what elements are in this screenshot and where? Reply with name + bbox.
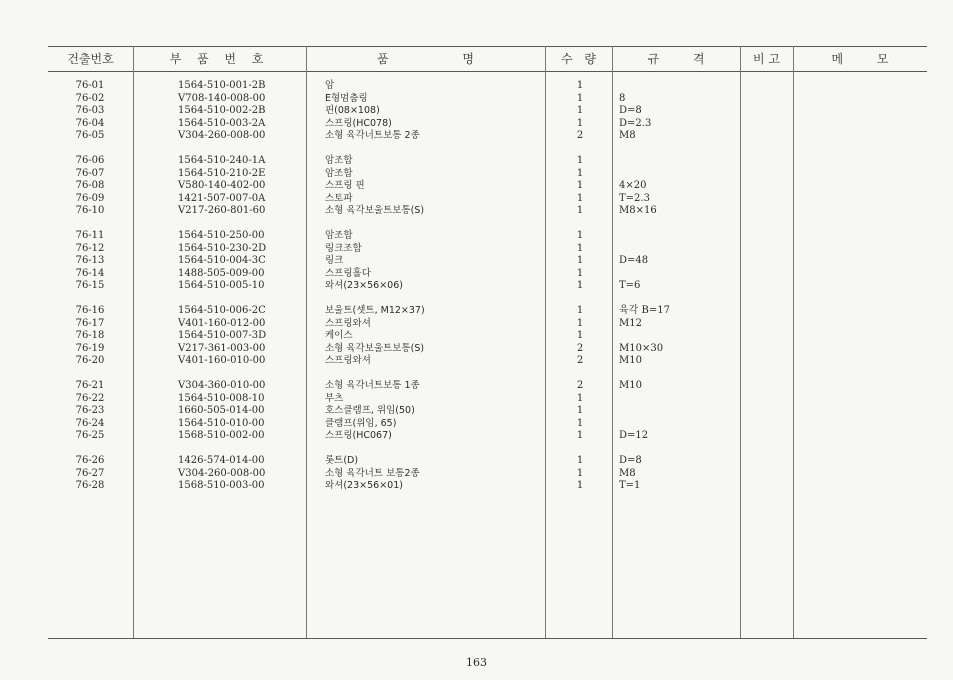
table-row: [0, 418, 953, 430]
cell-part-number: V304-360-010-00: [178, 380, 266, 391]
cell-part-number: V217-260-801-60: [178, 205, 266, 216]
table-row: [0, 268, 953, 280]
cell-quantity: 1: [576, 92, 584, 104]
cell-part-number: 1564-510-001-2B: [178, 80, 266, 91]
cell-item-name: 암조합: [325, 155, 353, 166]
cell-part-number: V217-361-003-00: [178, 342, 266, 354]
table-row: [0, 468, 953, 480]
cell-spec: D=8: [619, 455, 642, 466]
cell-figure-no: 76-09: [75, 192, 105, 204]
cell-spec: D=12: [619, 430, 649, 441]
cell-figure-no: 76-22: [75, 392, 105, 404]
cell-part-number: 1421-507-007-0A: [178, 192, 266, 204]
cell-quantity: 2: [576, 342, 584, 354]
cell-part-number: 1564-510-002-2B: [178, 105, 266, 116]
cell-item-name: 호스클램프, 위임(50): [325, 405, 415, 416]
header-bottom-border: [48, 71, 927, 72]
cell-part-number: V304-260-008-00: [178, 467, 266, 479]
table-row: [0, 130, 953, 142]
table-row: [0, 80, 953, 92]
table-row: [0, 93, 953, 105]
table-row: [0, 343, 953, 355]
cell-item-name: 클램프(위임, 65): [325, 417, 397, 429]
cell-figure-no: 76-24: [75, 417, 105, 429]
cell-spec: M8: [619, 130, 636, 141]
cell-part-number: V304-260-008-00: [178, 130, 266, 141]
cell-quantity: 1: [576, 467, 584, 479]
cell-part-number: 1488-505-009-00: [178, 267, 265, 279]
cell-figure-no: 76-16: [75, 305, 105, 316]
table-row: [0, 393, 953, 405]
cell-part-number: 1660-505-014-00: [178, 405, 265, 416]
table-row: [0, 318, 953, 330]
cell-figure-no: 76-14: [75, 267, 105, 279]
cell-quantity: 1: [576, 280, 584, 291]
page-number: 163: [466, 656, 487, 669]
cell-quantity: 1: [576, 192, 584, 204]
cell-item-name: 스토파: [325, 192, 353, 204]
cell-item-name: 와셔(23×56×06): [325, 280, 403, 291]
cell-item-name: 스프링홀다: [325, 267, 371, 279]
cell-part-number: 1564-510-007-3D: [178, 330, 267, 341]
cell-spec: T=1: [619, 480, 641, 491]
cell-item-name: 소형 육각너트 보통2종: [325, 467, 420, 479]
cell-item-name: 롯트(D): [325, 455, 359, 466]
table-row: [0, 355, 953, 367]
cell-quantity: 1: [576, 117, 584, 129]
table-row: [0, 105, 953, 117]
cell-part-number: 1564-510-008-10: [178, 392, 265, 404]
cell-quantity: 1: [576, 180, 584, 191]
cell-quantity: 1: [576, 417, 584, 429]
header-item-name: 품 명: [377, 52, 474, 66]
cell-quantity: 1: [576, 430, 584, 441]
cell-quantity: 1: [576, 230, 584, 241]
cell-figure-no: 76-01: [75, 80, 105, 91]
cell-spec: M8×16: [619, 205, 657, 216]
table-row: [0, 205, 953, 217]
cell-figure-no: 76-11: [75, 230, 105, 241]
cell-part-number: V708-140-008-00: [178, 92, 266, 104]
cell-figure-no: 76-02: [75, 92, 105, 104]
cell-figure-no: 76-20: [75, 355, 105, 366]
cell-spec: T=6: [619, 280, 641, 291]
cell-item-name: 스프링와셔: [325, 355, 371, 366]
cell-figure-no: 76-10: [75, 205, 105, 216]
table-row: [0, 430, 953, 442]
header-part-number: 부 품 번 호: [169, 52, 270, 66]
table-row: [0, 330, 953, 342]
cell-figure-no: 76-05: [75, 130, 105, 141]
header-quantity: 수 량: [561, 52, 596, 66]
table-row: [0, 305, 953, 317]
cell-item-name: 소형 육각보울트보통(S): [325, 342, 425, 354]
cell-item-name: 암조합: [325, 167, 353, 179]
table-row: [0, 380, 953, 392]
cell-part-number: 1564-510-230-2D: [178, 242, 267, 254]
cell-figure-no: 76-27: [75, 467, 105, 479]
cell-quantity: 1: [576, 80, 584, 91]
cell-quantity: 1: [576, 242, 584, 254]
cell-part-number: 1568-510-002-00: [178, 430, 265, 441]
cell-figure-no: 76-03: [75, 105, 105, 116]
header-spec: 규 격: [647, 52, 705, 66]
cell-figure-no: 76-06: [75, 155, 105, 166]
cell-figure-no: 76-28: [75, 480, 105, 491]
cell-part-number: V401-160-012-00: [178, 317, 266, 329]
cell-item-name: 스프링(HC067): [325, 430, 392, 441]
cell-item-name: 소형 육각너트보통 1종: [325, 380, 420, 391]
cell-figure-no: 76-17: [75, 317, 105, 329]
cell-part-number: 1568-510-003-00: [178, 480, 265, 491]
header-no: 건출번호: [67, 52, 114, 66]
table-row: [0, 480, 953, 492]
cell-figure-no: 76-07: [75, 167, 105, 179]
cell-part-number: V401-160-010-00: [178, 355, 266, 366]
cell-spec: D=2.3: [619, 117, 652, 129]
cell-quantity: 1: [576, 155, 584, 166]
cell-figure-no: 76-13: [75, 255, 105, 266]
cell-part-number: 1564-510-010-00: [178, 417, 265, 429]
cell-spec: D=8: [619, 105, 642, 116]
cell-figure-no: 76-26: [75, 455, 105, 466]
table-row: [0, 118, 953, 130]
cell-part-number: 1564-510-005-10: [178, 280, 265, 291]
cell-figure-no: 76-04: [75, 117, 105, 129]
table-row: [0, 193, 953, 205]
cell-part-number: 1564-510-003-2A: [178, 117, 266, 129]
cell-quantity: 2: [576, 380, 584, 391]
cell-figure-no: 76-18: [75, 330, 105, 341]
cell-figure-no: 76-12: [75, 242, 105, 254]
cell-figure-no: 76-08: [75, 180, 105, 191]
cell-quantity: 1: [576, 305, 584, 316]
cell-spec: M10: [619, 355, 642, 366]
table-row: [0, 243, 953, 255]
table-row: [0, 455, 953, 467]
cell-spec: D=48: [619, 255, 649, 266]
cell-item-name: 링크: [325, 255, 344, 266]
table-row: [0, 180, 953, 192]
cell-item-name: 소형 육각너트보통 2종: [325, 130, 420, 141]
cell-part-number: 1564-510-004-3C: [178, 255, 266, 266]
cell-item-name: 케이스: [325, 330, 353, 341]
cell-figure-no: 76-21: [75, 380, 105, 391]
cell-quantity: 1: [576, 330, 584, 341]
cell-quantity: 1: [576, 455, 584, 466]
cell-item-name: 보울트(셋트, M12×37): [325, 305, 425, 316]
cell-quantity: 2: [576, 130, 584, 141]
cell-figure-no: 76-19: [75, 342, 105, 354]
cell-quantity: 1: [576, 167, 584, 179]
cell-item-name: 소형 육각보울트보통(S): [325, 205, 425, 216]
cell-part-number: 1564-510-006-2C: [178, 305, 266, 316]
cell-item-name: E형멈춤링: [325, 92, 368, 104]
cell-part-number: 1564-510-250-00: [178, 230, 265, 241]
cell-item-name: 링크조합: [325, 242, 362, 254]
header-memo: 메 모: [831, 52, 889, 66]
cell-spec: M8: [619, 467, 636, 479]
cell-spec: 4×20: [619, 180, 647, 191]
table-bottom-border: [48, 638, 927, 639]
header-remark: 비 고: [753, 52, 780, 66]
cell-quantity: 1: [576, 205, 584, 216]
cell-item-name: 스프링 핀: [325, 180, 365, 191]
cell-spec: M10×30: [619, 342, 664, 354]
cell-part-number: 1564-510-210-2E: [178, 167, 266, 179]
cell-item-name: 암: [325, 80, 335, 91]
cell-part-number: 1426-574-014-00: [178, 455, 265, 466]
cell-part-number: V580-140-402-00: [178, 180, 266, 191]
cell-spec: 육각 B=17: [619, 305, 670, 316]
cell-quantity: 1: [576, 267, 584, 279]
cell-spec: M12: [619, 317, 642, 329]
cell-quantity: 2: [576, 355, 584, 366]
cell-spec: T=2.3: [619, 192, 650, 204]
cell-quantity: 1: [576, 480, 584, 491]
cell-figure-no: 76-15: [75, 280, 105, 291]
cell-spec: M10: [619, 380, 642, 391]
cell-item-name: 부츠: [325, 392, 344, 404]
table-row: [0, 168, 953, 180]
cell-item-name: 스프링와셔: [325, 317, 371, 329]
cell-quantity: 1: [576, 105, 584, 116]
cell-figure-no: 76-23: [75, 405, 105, 416]
cell-part-number: 1564-510-240-1A: [178, 155, 266, 166]
cell-item-name: 스프링(HC078): [325, 117, 392, 129]
cell-item-name: 핀(08×108): [325, 105, 380, 116]
table-row: [0, 155, 953, 167]
cell-item-name: 와셔(23×56×01): [325, 480, 403, 491]
cell-spec: 8: [619, 92, 626, 104]
cell-quantity: 1: [576, 405, 584, 416]
table-row: [0, 405, 953, 417]
table-row: [0, 255, 953, 267]
cell-quantity: 1: [576, 392, 584, 404]
cell-figure-no: 76-25: [75, 430, 105, 441]
cell-quantity: 1: [576, 317, 584, 329]
cell-quantity: 1: [576, 255, 584, 266]
table-row: [0, 280, 953, 292]
table-row: [0, 230, 953, 242]
cell-item-name: 암조합: [325, 230, 353, 241]
